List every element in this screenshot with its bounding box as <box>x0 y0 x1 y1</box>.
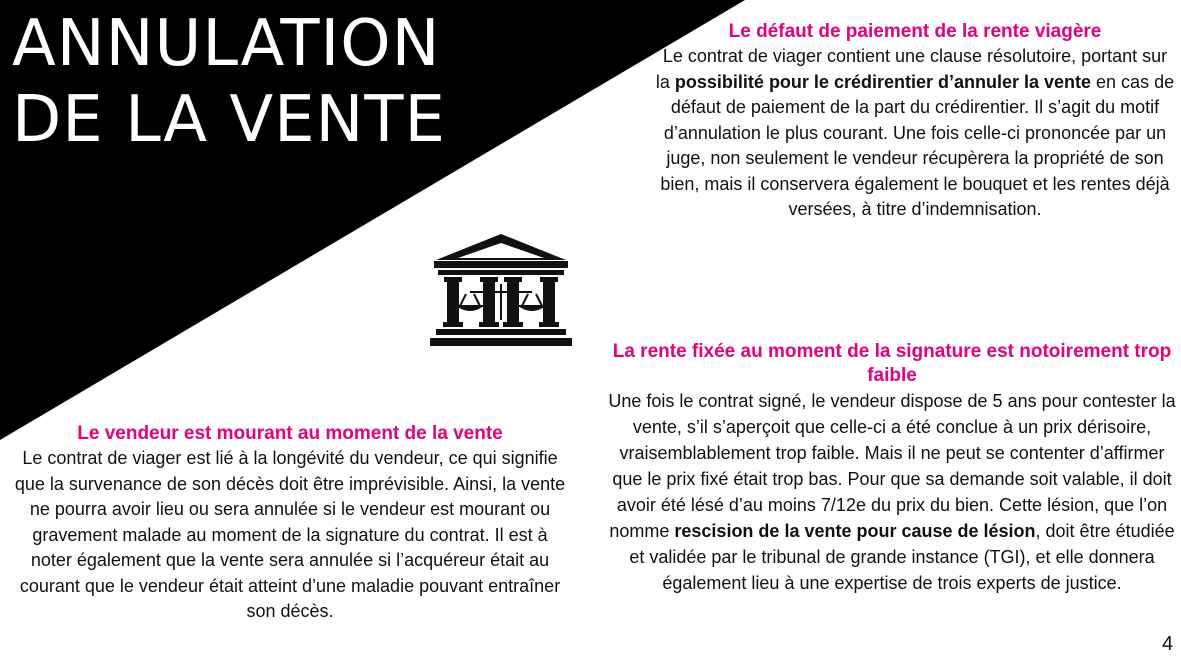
body-text: Le contrat de viager est lié à la longévité du vendeur, ce qui signifie que la survenance de son décès doit être imprévisible. Ainsi, la vente ne pourra avoir lieu ou sera annulée si le vendeur est mourant ou gravement malade au moment de la signature du contrat. Il est à noter également que la vente sera annulée si l’acquéreur était au courant que le vendeur était atteint d’une maladie pouvant entraîner son décès. <box>14 448 566 621</box>
body-bold-text: rescision de la vente pour cause de lésion <box>674 521 1036 541</box>
section-heading: Le vendeur est mourant au moment de la vente <box>77 423 503 444</box>
body-text: en cas de défaut de paiement de la part du crédirentier. Il s’agit du motif d’annulation le plus courant. Une fois celle-ci prononcée par un juge, non seulement le vendeur récupèrera la propriété de son bien, mais il conservera également le bouquet et les rentes déjà versées, à titre d’indemnisation. <box>660 71 1175 219</box>
body-bold-text: possibilité pour le crédirentier d’annuler la vente <box>674 71 1092 92</box>
body-text: Le contrat de viager contient une clause résolutoire, portant sur la <box>655 46 1168 92</box>
title-line-1: ANNULATION <box>12 7 441 81</box>
courthouse-scales-icon <box>426 232 576 360</box>
section-body <box>606 388 1178 596</box>
section-vendeur-mourant <box>14 422 566 625</box>
section-rente-faible <box>606 340 1178 596</box>
title-line-2: DE LA VENTE <box>12 83 446 157</box>
section-body <box>14 446 566 625</box>
section-heading: Le défaut de paiement de la rente viagère <box>728 21 1102 42</box>
body-text: , doit être étudiée et validée par le tribunal de grande instance (TGI), et elle donnera également lieu à une expertise de trois experts de justice. <box>629 521 1175 593</box>
section-defaut-paiement <box>654 20 1176 223</box>
page-title <box>12 6 446 158</box>
page-number: 4 <box>1162 633 1174 655</box>
section-heading: La rente fixée au moment de la signature est notoirement trop faible <box>612 341 1172 386</box>
body-text: Une fois le contrat signé, le vendeur dispose de 5 ans pour contester la vente, s’il s’aperçoit que celle-ci a été conclue à un prix dérisoire, vraisemblablement trop faible. Mais il ne peut se contenter d’affirmer que le prix fixé était trop bas. Pour que sa demande soit valable, il doit avoir été lésé d’au moins 7/12e du prix du bien. Cette lésion, que l’on nomme <box>608 391 1176 541</box>
section-body <box>654 44 1176 223</box>
